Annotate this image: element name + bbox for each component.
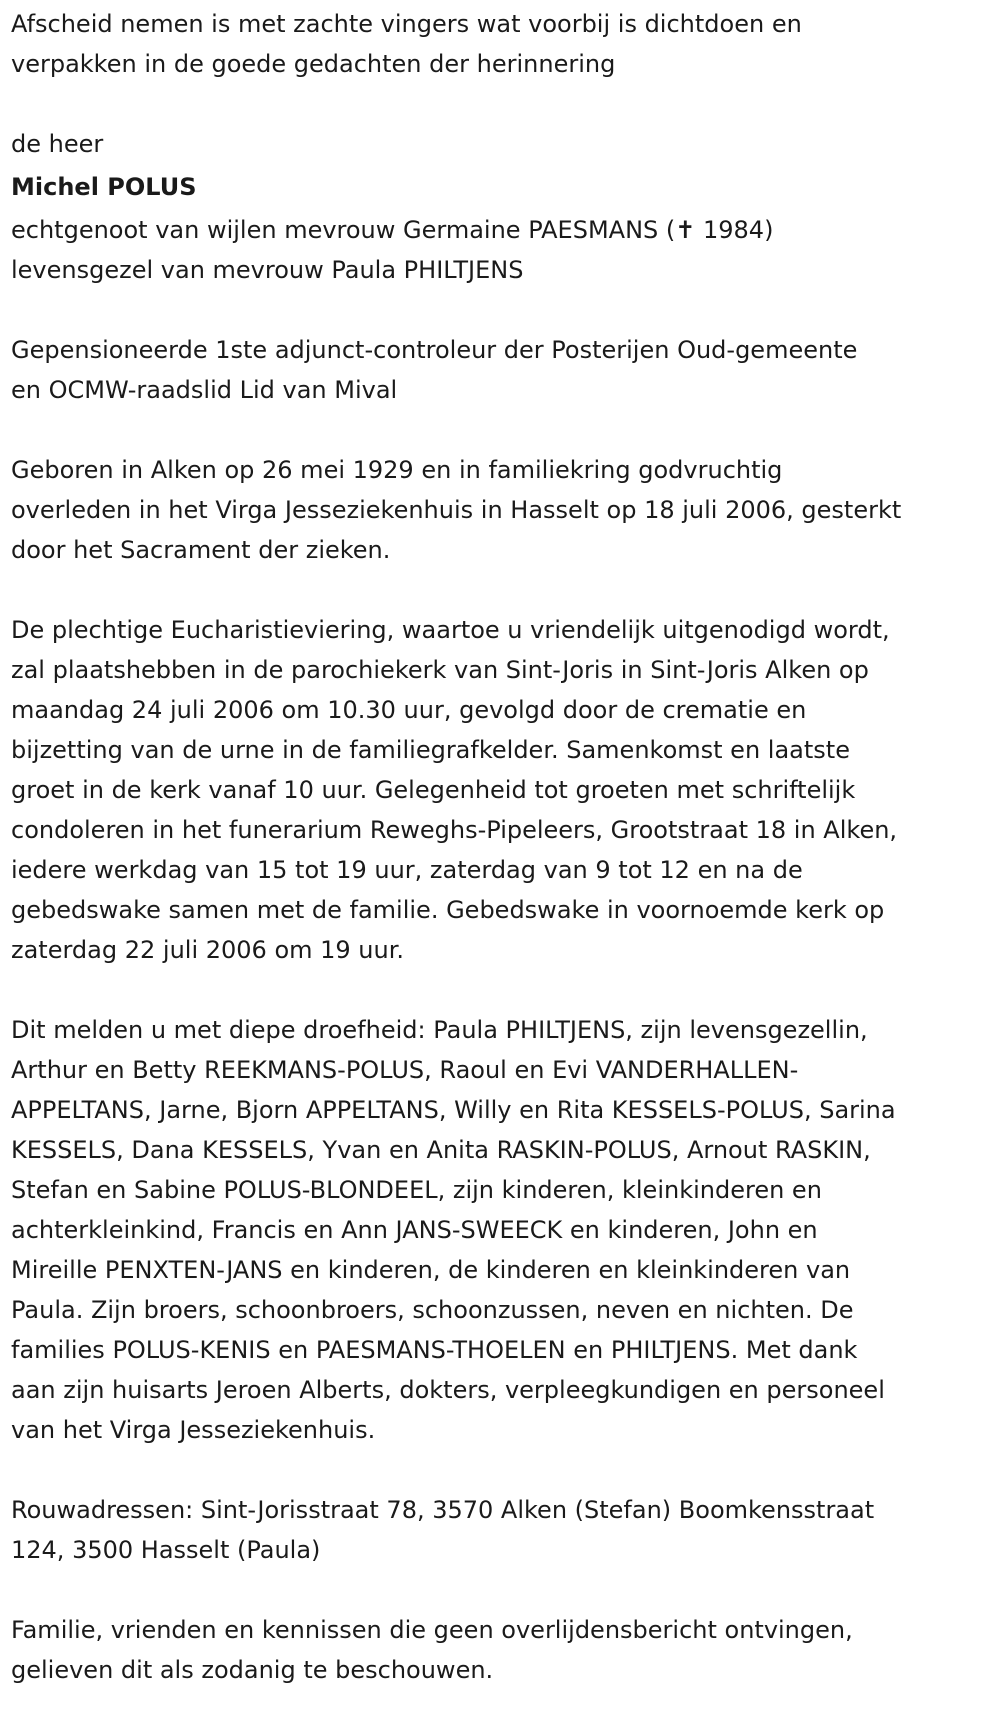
closing-paragraph: Familie, vrienden en kennissen die geen overlijdensbericht ontvingen, gelieven dit als zodanig te beschouwen. bbox=[11, 1616, 853, 1684]
spacer bbox=[11, 1450, 990, 1490]
spacer bbox=[11, 1570, 990, 1610]
spacer bbox=[11, 410, 990, 450]
salutation: de heer bbox=[11, 130, 104, 158]
opening-verse: Afscheid nemen is met zachte vingers wat voorbij is dichtdoen en verpakken in de goede gedachten der herinnering bbox=[11, 10, 802, 78]
relations: echtgenoot van wijlen mevrouw Germaine PAESMANS (✝ 1984) levensgezel van mevrouw Paula PHILTJENS bbox=[11, 216, 774, 284]
deceased-name: Michel POLUS bbox=[11, 173, 197, 201]
birth-death-paragraph: Geboren in Alken op 26 mei 1929 en in familiekring godvruchtig overleden in het Virga Jesseziekenhuis in Hasselt op 18 juli 2006, gesterkt door het Sacrament der zieken. bbox=[11, 456, 902, 564]
spacer bbox=[11, 84, 990, 124]
spacer bbox=[11, 570, 990, 610]
profession: Gepensioneerde 1ste adjunct-controleur der Posterijen Oud-gemeente en OCMW-raadslid Lid van Mival bbox=[11, 336, 858, 404]
family-paragraph: Dit melden u met diepe droefheid: Paula PHILTJENS, zijn levensgezellin, Arthur en Betty REEKMANS-POLUS, Raoul en Evi VANDERHALLEN- APPELTANS, Jarne, Bjorn APPELTANS, Willy en Rita KESSELS-POLUS, Sarina KESSELS, Dana KESSELS, Yvan en Anita RASKIN-POLUS, Arnout RASKIN, Stefan en Sabine POLUS-BLONDEEL, zijn kinderen, kleinkinderen en achterkleinkind, Francis en Ann JANS-SWEECK en kinderen, John en Mireille PENXTEN-JANS en kinderen, de kinderen en kleinkinderen van Paula. Zijn broers, schoonbroers, schoonzussen, neven en nichten. De families POLUS-KENIS en PAESMANS-THOELEN en PHILTJENS. Met dank aan zijn huisarts Jeroen Alberts, dokters, verpleegkundigen en personeel van het Virga Jesseziekenhuis. bbox=[11, 1016, 896, 1444]
spacer bbox=[11, 290, 990, 330]
spacer bbox=[11, 970, 990, 1010]
mourning-addresses: Rouwadressen: Sint-Jorisstraat 78, 3570 Alken (Stefan) Boomkensstraat 124, 3500 Hasselt (Paula) bbox=[11, 1496, 875, 1564]
ceremony-paragraph: De plechtige Eucharistieviering, waartoe u vriendelijk uitgenodigd wordt, zal plaatshebben in de parochiekerk van Sint-Joris in Sint-Joris Alken op maandag 24 juli 2006 om 10.30 uur, gevolgd door de crematie en bijzetting van de urne in de familiegrafkelder. Samenkomst en laatste groet in de kerk vanaf 10 uur. Gelegenheid tot groeten met schriftelijk condoleren in het funerarium Reweghs-Pipeleers, Grootstraat 18 in Alken, iedere werkdag van 15 tot 19 uur, zaterdag van 9 tot 12 en na de gebedswake samen met de familie. Gebedswake in voornoemde kerk op zaterdag 22 juli 2006 om 19 uur. bbox=[11, 616, 898, 964]
